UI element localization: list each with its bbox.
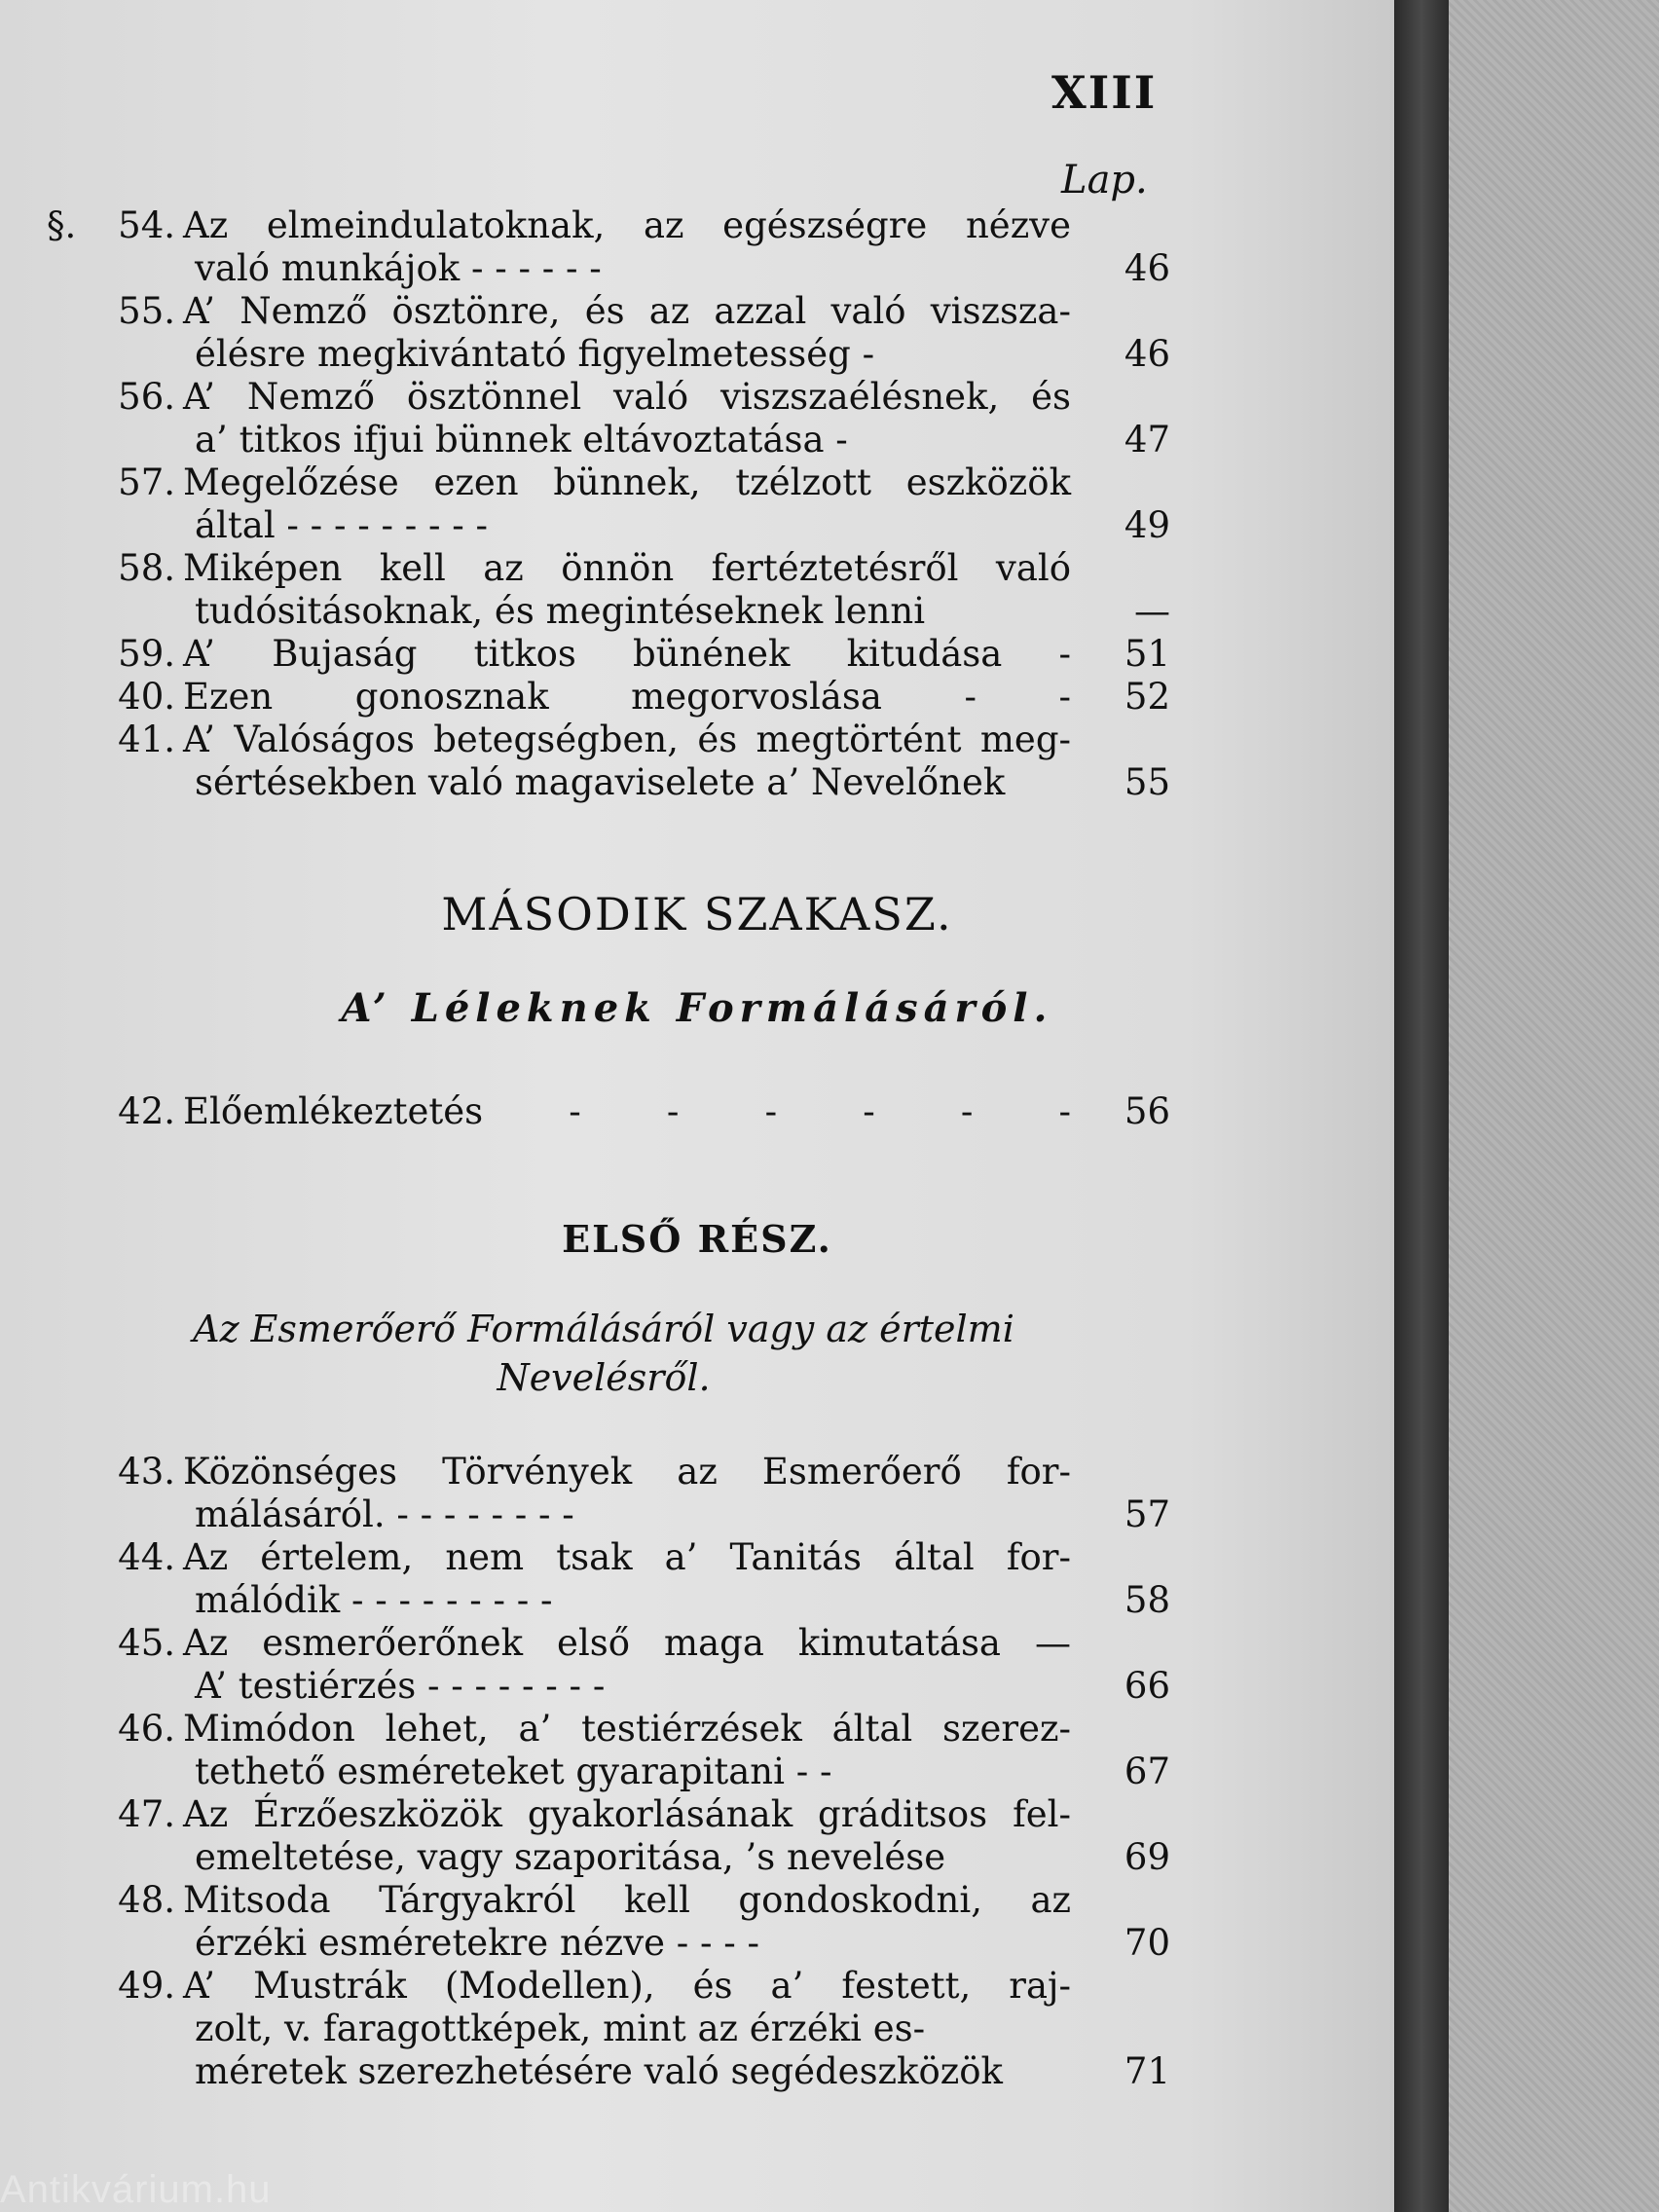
entry-title-line2: zolt, v. faragottképek, mint az érzéki es- [195,2008,926,2049]
entry-number: 54. [118,204,175,246]
entry-page: 56 [1124,1090,1170,1132]
entry-number: 44. [118,1536,175,1578]
entry-title-line1: Megelőzése ezen bünnek, tzélzott eszközök [183,461,1071,503]
toc-entry [0,461,1394,547]
entry-number: 56. [118,376,175,418]
entry-page: — [1134,590,1170,632]
entry-number: 57. [118,461,175,503]
entry-title-line1: Ezen gonosznak megorvoslása - - [183,676,1071,718]
entry-title-line1: Az értelem, nem tsak a’ Tanitás által for- [183,1536,1071,1578]
page-column-label: Lap. [1061,158,1148,203]
entry-title-line1: Mimódon lehet, a’ testiérzések által szerez- [183,1708,1071,1750]
entry-page: 57 [1124,1493,1170,1535]
entry-page: 67 [1124,1751,1170,1792]
book-cover [1449,0,1659,2212]
entry-page: 46 [1124,333,1170,375]
entry-title-line2: tethető esméreteket gyarapitani - - [195,1751,832,1792]
toc-entry [0,1622,1394,1708]
toc-entry [0,204,1394,290]
entry-title-line1: Az elmeindulatoknak, az egészségre nézve [183,204,1071,246]
entry-title-line2: emeltetése, vagy szaporitása, ’s nevelése [195,1836,946,1878]
entry-title-line2: A’ testiérzés - - - - - - - - [195,1665,606,1707]
entry-number: 46. [118,1708,175,1750]
entry-title-line1: A’ Nemző ösztönre, és az azzal való viszsza- [183,290,1071,332]
entry-page: 70 [1124,1922,1170,1964]
entry-title-line2: való munkájok - - - - - - [195,247,602,289]
entry-title-line2: élésre megkivántató figyelmetesség - [195,333,875,375]
toc-entry [0,1090,1394,1133]
toc-entry [0,1451,1394,1536]
entry-title-line2: málásáról. - - - - - - - - [195,1493,574,1535]
watermark: Antikvárium.hu [0,2168,272,2211]
entry-page: 58 [1124,1579,1170,1621]
entry-number: 59. [118,633,175,675]
entry-title-line1: Az Érzőeszközök gyakorlásának gráditsos fel- [183,1793,1071,1835]
toc-entry [0,290,1394,376]
entry-page: 46 [1124,247,1170,289]
toc-entry [0,1708,1394,1793]
page-number: XIII [1051,66,1158,119]
entry-number: 41. [118,719,175,760]
toc-entry [0,676,1394,719]
entry-page: 49 [1124,504,1170,546]
entry-title-line1: Miképen kell az önnön fertéztetésről való [183,547,1071,589]
toc-entry [0,376,1394,461]
entry-title-line1: A’ Bujaság titkos bünének kitudása - [183,633,1071,675]
entry-page: 66 [1124,1665,1170,1707]
toc-entry [0,1793,1394,1879]
entry-title-line2: málódik - - - - - - - - - [195,1579,553,1621]
toc-group-intro [0,1090,1394,1133]
part-subtitle-line2: Nevelésről. [497,1356,711,1399]
entry-number: 48. [118,1879,175,1921]
entry-page: 51 [1124,633,1170,675]
part-title: ELSŐ RÉSZ. [562,1217,832,1261]
entry-title-line2: sértésekben való magaviselete a’ Nevelőnek [195,761,1006,803]
toc-entry [0,633,1394,676]
entry-title-line2: által - - - - - - - - - [195,504,489,546]
toc-entry [0,547,1394,633]
entry-title-line1: A’ Nemző ösztönnel való viszszaélésnek, és [183,376,1071,418]
toc-entry [0,719,1394,804]
entry-page: 69 [1124,1836,1170,1878]
toc-group-2 [0,1451,1394,2093]
part-subtitle [117,1305,1090,1402]
book-spine [1394,0,1449,2212]
section-mark: §. [47,204,77,246]
entry-page: 55 [1124,761,1170,803]
entry-title-line1: A’ Mustrák (Modellen), és a’ festett, raj- [183,1965,1071,2007]
entry-title-line3: méretek szerezhetésére való segédeszközök [195,2050,1003,2092]
toc-entry [0,1536,1394,1622]
entry-page: 71 [1124,2050,1170,2092]
entry-title-line1: Az esmerőerőnek első maga kimutatása — [183,1622,1071,1664]
entry-title-line2: érzéki esméretekre nézve - - - - [195,1922,760,1964]
toc-group-1 [0,204,1394,804]
entry-title-line2: a’ titkos ifjui bünnek eltávoztatása - [195,419,848,461]
entry-number: 43. [118,1451,175,1493]
entry-number: 40. [118,676,175,718]
entry-number: 47. [118,1793,175,1835]
entry-number: 55. [118,290,175,332]
section-subtitle: A’ Léleknek Formálásáról. [341,985,1053,1031]
entry-page: 52 [1124,676,1170,718]
entry-number: 49. [118,1965,175,2007]
entry-title-line1: Előemlékeztetés - - - - - - [183,1090,1071,1132]
toc-entry [0,1879,1394,1965]
entry-title-line1: Közönséges Törvények az Esmerőerő for- [183,1451,1071,1493]
entry-number: 58. [118,547,175,589]
entry-title-line1: A’ Valóságos betegségben, és megtörtént meg- [183,719,1071,760]
entry-title-line2: tudósitásoknak, és megintéseknek lenni [195,590,926,632]
part-subtitle-line1: Az Esmerőerő Formálásáról vagy az értelmi [193,1308,1014,1350]
entry-number: 42. [118,1090,175,1132]
section-title: MÁSODIK SZAKASZ. [441,888,953,940]
entry-page: 47 [1124,419,1170,461]
entry-number: 45. [118,1622,175,1664]
toc-entry [0,1965,1394,2093]
entry-title-line1: Mitsoda Tárgyakról kell gondoskodni, az [183,1879,1071,1921]
